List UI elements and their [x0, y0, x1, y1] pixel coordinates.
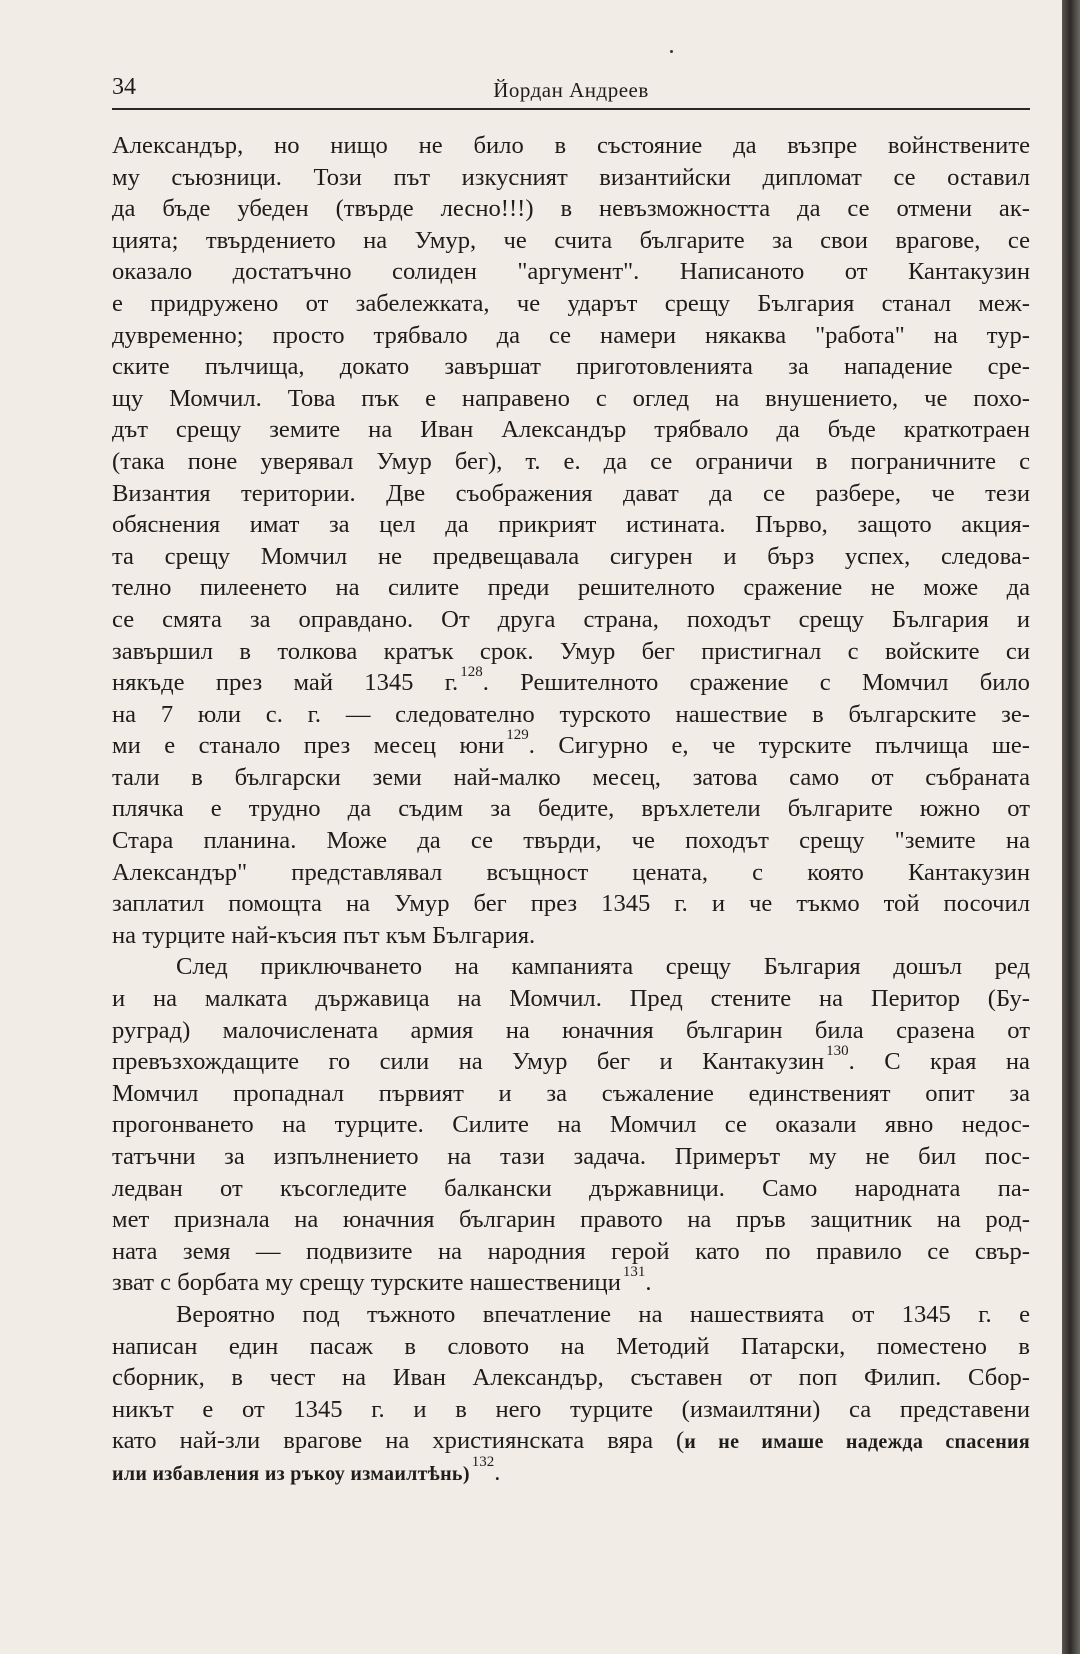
text-line: та срещу Момчил не предвещавала сигурен и бърз успех, следова- — [112, 542, 1030, 570]
text-line: Александър, но нищо не било в състояние да възпре войнствените — [112, 132, 1030, 159]
old-slavonic-quote: или избавления из ръкоу измаилтѣнь — [112, 1462, 463, 1485]
text-line: оказало достатъчно солиден "аргумент". Написаното от Кантакузин — [112, 258, 1030, 286]
text-line: татъчни за изпълнението на тази задача. Примерът му не бил пос- — [112, 1143, 1030, 1170]
text-line: му съюзници. Този път изкусният византийски дипломат се оставил — [112, 163, 1030, 191]
text-line — [112, 1264, 1030, 1299]
text-segment: . — [645, 1269, 652, 1297]
text-line: мет признала на юначния българин правото на пръв защитник на род- — [112, 1206, 1030, 1234]
text-line: сборник, в чест на Иван Александър, съставен от поп Филип. Сбор- — [112, 1364, 1030, 1392]
text-line — [112, 1043, 1030, 1078]
text-line: (така поне уверявал Умур бег), т. е. да се ограничи в пограничните с — [112, 447, 1030, 475]
text-line: се смята за оправдано. От друга страна, походът срещу България и — [112, 605, 1030, 633]
text-segment: . — [494, 1458, 501, 1486]
text-line: е придружено от забележката, че ударът срещу България станал меж- — [112, 289, 1030, 317]
text-line: руград) малочислената армия на юначния българин била сразена от — [112, 1016, 1030, 1044]
text-segment: ми е станало през месец юни — [112, 732, 505, 760]
text-line: Стара планина. Може да се твърди, че походът срещу "земите на — [112, 827, 1030, 855]
text-segment: зват с борбата му срещу турските нашественици — [112, 1269, 621, 1297]
text-line: заплатил помощта на Умур бег през 1345 г. и че тъкмо той посочил — [112, 890, 1030, 918]
text-line: никът е от 1345 г. и в него турците (измаилтяни) са представени — [112, 1395, 1030, 1423]
text-line: щу Момчил. Това пък е направено с оглед на внушението, че похо- — [112, 384, 1030, 412]
text-line: ските пълчища, докато завършат приготовленията за нападение сре- — [112, 353, 1030, 381]
text-segment: . Сигурно е, че турските пълчища ше- — [528, 732, 1030, 760]
text-line: Александър" представлявал всъщност цената, с която Кантакузин — [112, 858, 1030, 886]
text-segment: някъде през май 1345 г. — [112, 669, 459, 697]
text-line: завършил в толкова кратък срок. Умур бег пристигнал с войските си — [112, 637, 1030, 665]
text-line: ната земя — подвизите на народния герой като по правило се свър- — [112, 1237, 1030, 1265]
text-line: След приключването на кампанията срещу България дошъл ред — [176, 953, 1030, 981]
footnote-ref: 128 — [460, 664, 483, 681]
footnote-ref: 131 — [622, 1264, 646, 1281]
text-line: дувременно; просто трябвало да се намери някаква "работа" на тур- — [112, 321, 1030, 349]
text-line — [112, 1453, 1030, 1489]
text-segment: . С края на — [848, 1048, 1030, 1076]
text-line: дът срещу земите на Иван Александър трябвало да бъде краткотраен — [112, 416, 1030, 444]
text-line: Момчил пропаднал първият и за съжаление единственият опит за — [112, 1079, 1030, 1107]
footnote-ref: 132 — [471, 1453, 495, 1470]
text-segment: превъзхождащите го сили на Умур бег и Кантакузин — [112, 1048, 825, 1076]
text-line — [112, 727, 1030, 762]
text-line: тали в български земи най-малко месец, затова само от събраната — [112, 763, 1030, 791]
header-rule — [112, 108, 1030, 110]
text-line — [112, 1425, 1030, 1457]
text-line: Византия територии. Две съображения дават да се разбере, че тези — [112, 479, 1030, 507]
text-line: ледван от късогледите балкански държавници. Само народната па- — [112, 1174, 1030, 1202]
text-segment: като най-зли врагове на християнската вяра ( — [112, 1427, 685, 1455]
text-line: написан един пасаж в словото на Методий Патарски, поместено в — [112, 1332, 1030, 1360]
text-line: на турците най-късия път към България. — [112, 921, 536, 949]
footnote-ref: 129 — [506, 727, 529, 744]
text-segment: . Решителното сражение с Момчил било — [482, 669, 1030, 697]
page-header — [112, 70, 1030, 110]
text-line: Вероятно под тъжното впечатление на нашествията от 1345 г. е — [176, 1300, 1030, 1328]
text-line: да бъде убеден (твърде лесно!!!) в невъзможността да се отмени ак- — [112, 195, 1030, 223]
body-text — [112, 130, 1030, 1489]
text-line: обяснения имат за цел да прикрият истината. Първо, защото акция- — [112, 511, 1030, 539]
old-slavonic-quote: и не имаше надежда спасения — [684, 1431, 1030, 1454]
text-line — [112, 664, 1030, 699]
text-line: и на малката държавица на Момчил. Пред стените на Перитор (Бу- — [112, 985, 1030, 1013]
book-spine-edge — [1062, 0, 1080, 1654]
text-line: цията; твърдението на Умур, че счита българите за свои врагове, се — [112, 226, 1030, 254]
text-line: на 7 юли с. г. — следователно турското нашествие в българските зе- — [112, 700, 1030, 728]
running-head: Йордан Андреев — [493, 78, 649, 102]
ink-speck — [670, 50, 673, 53]
page-number: 34 — [112, 74, 136, 100]
text-line: прогонването на турците. Силите на Момчил се оказали явно недос- — [112, 1111, 1030, 1139]
footnote-ref: 130 — [826, 1043, 849, 1060]
text-line: телно пилеенето на силите преди решителното сражение не може да — [112, 574, 1030, 602]
text-segment: ) — [462, 1462, 470, 1485]
text-line: плячка е трудно да съдим за бедите, връхлетели българите южно от — [112, 795, 1030, 823]
